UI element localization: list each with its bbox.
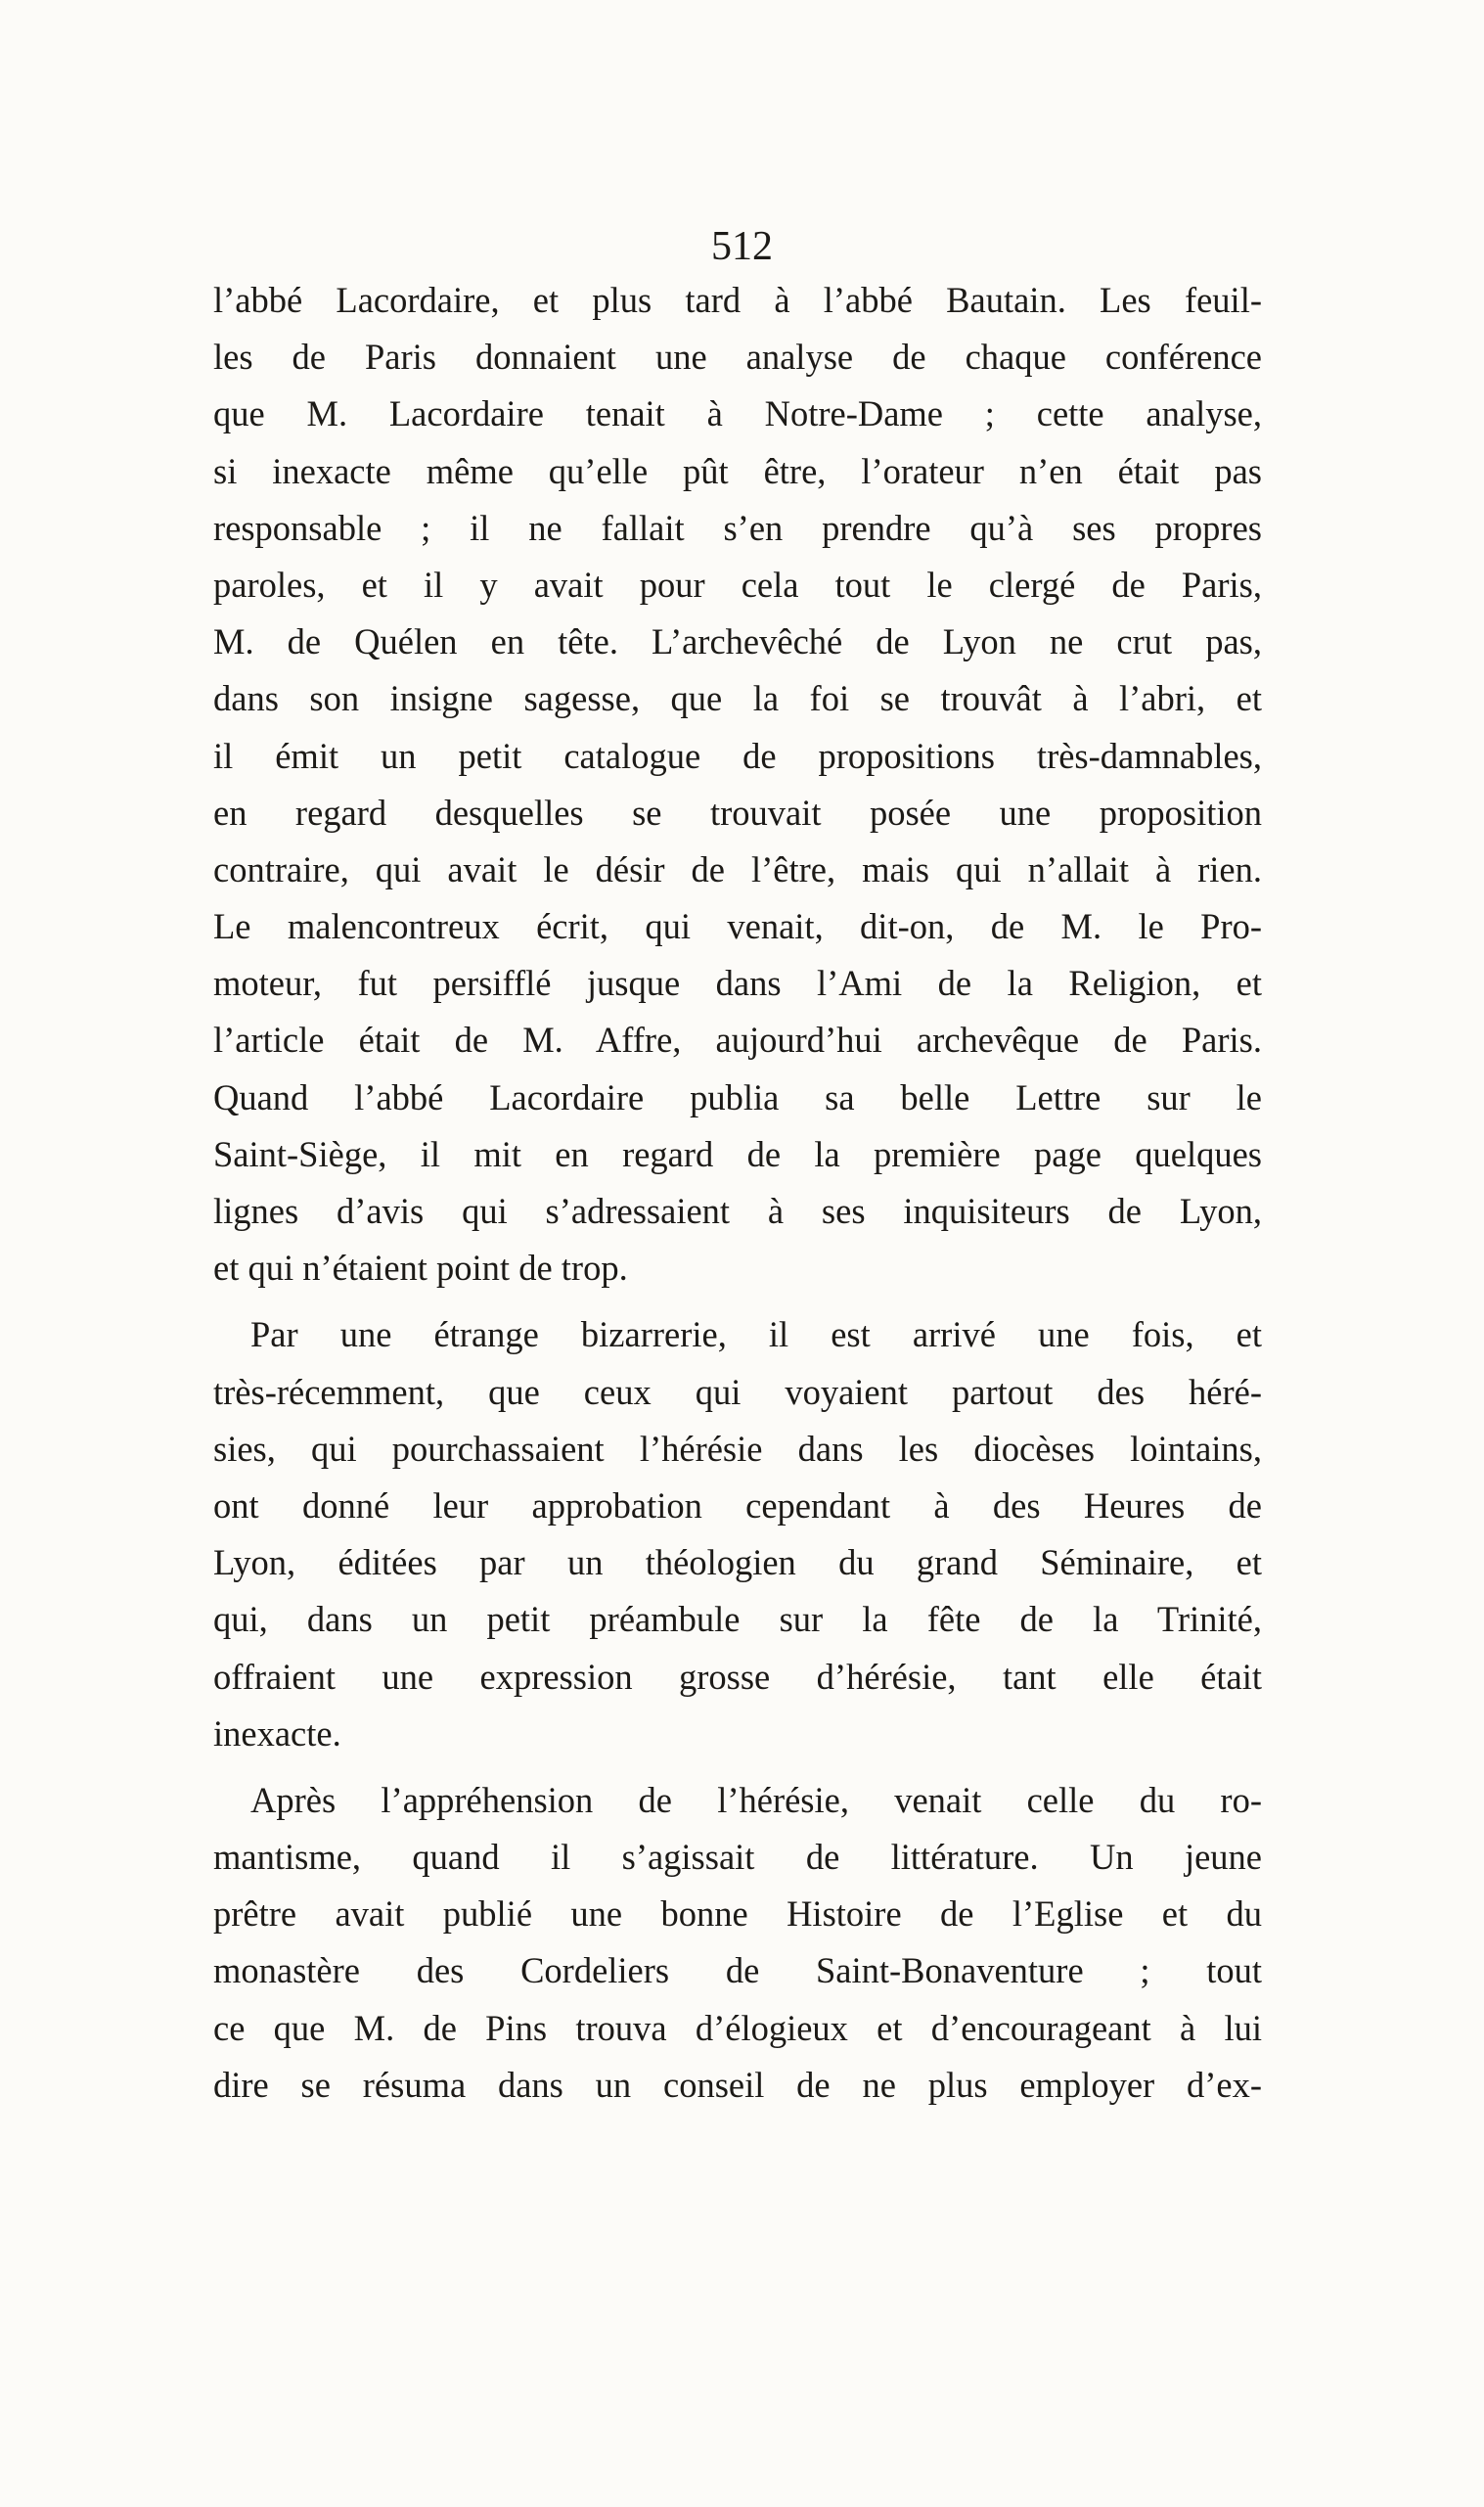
text-line: l’article était de M. Affre, aujourd’hui archevêque de Paris.: [213, 1020, 1262, 1061]
text-line: ont donné leur approbation cependant à des Heures de: [213, 1484, 1262, 1526]
text-line: Lyon, éditées par un théologien du grand Séminaire, et: [213, 1542, 1262, 1583]
text-line: que M. Lacordaire tenait à Notre-Dame ; cette analyse,: [213, 393, 1262, 434]
body-text: [213, 272, 1262, 2114]
text-line: sies, qui pourchassaient l’hérésie dans les diocèses lointains,: [213, 1428, 1262, 1469]
text-line: dans son insigne sagesse, que la foi se trouvât à l’abri, et: [213, 678, 1262, 719]
text-line: inexacte.: [213, 1712, 341, 1754]
text-line: offraient une expression grosse d’hérésie, tant elle était: [213, 1656, 1262, 1697]
text-line: prêtre avait publié une bonne Histoire de l’Eglise et du: [213, 1893, 1262, 1935]
text-line: Quand l’abbé Lacordaire publia sa belle Lettre sur le: [213, 1076, 1262, 1117]
text-line: les de Paris donnaient une analyse de chaque conférence: [213, 337, 1262, 378]
text-line: mantisme, quand il s’agissait de littérature. Un jeune: [213, 1837, 1262, 1878]
text-line: Le malencontreux écrit, qui venait, dit-on, de M. le Pro-: [213, 906, 1262, 947]
text-line: en regard desquelles se trouvait posée une proposition: [213, 792, 1262, 833]
text-line: moteur, fut persifflé jusque dans l’Ami de la Religion, et: [213, 963, 1262, 1004]
text-line: responsable ; il ne fallait s’en prendre qu’à ses propres: [213, 507, 1262, 548]
text-line: très-récemment, que ceux qui voyaient partout des héré-: [213, 1371, 1262, 1412]
paragraph: [213, 1306, 1262, 1762]
text-line: si inexacte même qu’elle pût être, l’orateur n’en était pas: [213, 450, 1262, 491]
text-line: qui, dans un petit préambule sur la fête de la Trinité,: [213, 1599, 1262, 1640]
text-line: Saint-Siège, il mit en regard de la première page quelques: [213, 1133, 1262, 1174]
text-line: Par une étrange bizarrerie, il est arrivé une fois, et: [250, 1314, 1262, 1355]
text-line: l’abbé Lacordaire, et plus tard à l’abbé Bautain. Les feuil-: [213, 280, 1262, 320]
text-line: M. de Quélen en tête. L’archevêché de Lyon ne crut pas,: [213, 621, 1262, 662]
paragraph: [213, 272, 1262, 1297]
text-line: il émit un petit catalogue de propositions très-damnables,: [213, 735, 1262, 776]
text-line: paroles, et il y avait pour cela tout le clergé de Paris,: [213, 564, 1262, 605]
text-line: et qui n’étaient point de trop.: [213, 1248, 628, 1289]
page-number: 512: [711, 224, 773, 269]
text-line: dire se résuma dans un conseil de ne plus employer d’ex-: [213, 2064, 1262, 2105]
text-line: lignes d’avis qui s’adressaient à ses inquisiteurs de Lyon,: [213, 1191, 1262, 1231]
text-line: monastère des Cordeliers de Saint-Bonaventure ; tout: [213, 1950, 1262, 1991]
paragraph: [213, 1772, 1262, 2114]
text-line: Après l’appréhension de l’hérésie, venait celle du ro-: [250, 1779, 1262, 1820]
text-line: ce que M. de Pins trouva d’élogieux et d’encourageant à lui: [213, 2007, 1262, 2048]
text-line: contraire, qui avait le désir de l’être, mais qui n’allait à rien.: [213, 848, 1262, 889]
